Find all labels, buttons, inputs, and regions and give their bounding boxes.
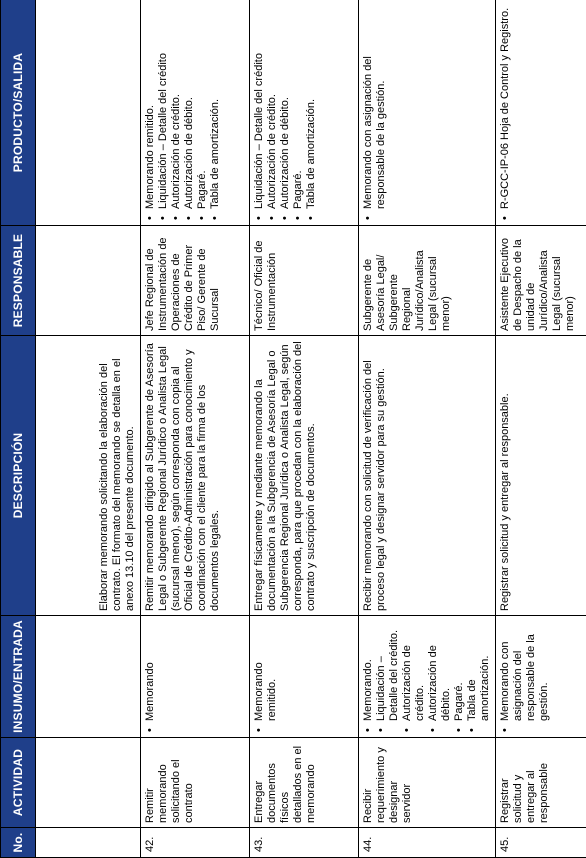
continuation-description: Elaborar memorando solicitando la elaboración del contrato. El formato del memorando se detalla en el anexo 13.10 del presente documento. (36, 336, 141, 616)
list-item: • Tabla de amortización. (466, 620, 492, 733)
row-responsable: Jefe Regional de Instrumentación de Operaciones de Crédito de Primer Piso/ Gerente de Sucursal (141, 226, 250, 336)
row-actividad: Registrar solicitud y entregar al responsable (496, 738, 586, 828)
row-descripcion: Registrar solicitud y entregar al responsable. (496, 336, 586, 616)
list-item: • Memorando con asignación del responsable de la gestión. (362, 4, 388, 221)
row-responsable: Técnico/ Oficial de Instrumentación (250, 226, 359, 336)
header-insumo: INSUMO/ENTRADA (1, 616, 36, 738)
header-actividad: ACTIVIDAD (1, 738, 36, 828)
row-producto (359, 0, 496, 226)
row-actividad: Remitir memorando solicitando el contrato (141, 738, 250, 828)
header-responsable: RESPONSABLE (1, 226, 36, 336)
row-insumo (250, 616, 359, 738)
list-item: • Autorización de crédito. (401, 620, 427, 733)
row-number: 42. (141, 828, 250, 858)
list-item: • Autorización de débito. (427, 620, 453, 733)
row-number: 44. (359, 828, 496, 858)
list-item: • Memorando remitido. (144, 4, 157, 221)
list-item: • Pagaré. (453, 620, 466, 733)
list-item: • Autorización de crédito. (266, 4, 279, 221)
list-item: • Memorando remitido. (253, 620, 279, 733)
list-item: • Memorando (144, 620, 157, 733)
list-item: • Pagaré. (196, 4, 209, 221)
row-descripcion: Recibir memorando con solicitud de verificación del proceso legal y designar servidor para su gestión. (359, 336, 496, 616)
row-responsable: Asistente Ejecutivo de Despacho de la unidad de Jurídico/Analista Legal (sucursal menor) (496, 226, 586, 336)
table-row (496, 0, 586, 858)
row-producto (250, 0, 359, 226)
list-item: • Liquidación – Detalle del crédito (253, 4, 266, 221)
row-insumo (141, 616, 250, 738)
row-producto (496, 0, 586, 226)
row-number: 45. (496, 828, 586, 858)
list-item: • Autorización de débito. (279, 4, 292, 221)
row-actividad: Entregar documentos físicos detallados en el memorando (250, 738, 359, 828)
list-item: • Liquidación – Detalle del crédito (157, 4, 170, 221)
row-actividad: Recibir requerimiento y designar servidor (359, 738, 496, 828)
list-item: • Autorización de crédito. (170, 4, 183, 221)
row-insumo (496, 616, 586, 738)
list-item: • Autorización de débito. (183, 4, 196, 221)
row-descripcion: Remitir memorando dirigido al Subgerente de Asesoría Legal o Subgerente Regional Jurídico o Analista Legal (sucursal menor), según corresponda con copia al Oficial de Crédito-Administración para conocimiento y coordinación con el cliente para la firma de los documentos legales. (141, 336, 250, 616)
list-item: • Pagaré. (292, 4, 305, 221)
row-producto (141, 0, 250, 226)
list-item: • Memorando con asignación del responsable de la gestión. (499, 620, 551, 733)
list-item: • Tabla de amortización. (209, 4, 222, 221)
list-item: • R-GCC-IP-06 Hoja de Control y Registro. (499, 4, 512, 221)
row-descripcion: Entregar físicamente y mediante memorando la documentación a la Subgerencia de Asesoría Legal o Subgerencia Regional Jurídica o Analista Legal, según corresponda, para que procedan con la elaboración del contrato y suscripción de documentos. (250, 336, 359, 616)
header-descripcion: DESCRIPCIÓN (1, 336, 36, 616)
row-number: 43. (250, 828, 359, 858)
header-producto: PRODUCTO/SALIDA (1, 0, 36, 226)
table-row (359, 0, 496, 858)
table-row (250, 0, 359, 858)
list-item: • Memorando. (362, 620, 375, 733)
header-row (1, 0, 36, 858)
row-responsable: Subgerente de Asesoría Legal/ Subgerente Regional Jurídico/Analista Legal (sucursal menor) (359, 226, 496, 336)
header-num: No. (1, 828, 36, 858)
row-insumo (359, 616, 496, 738)
continuation-row (36, 0, 141, 858)
list-item: • Tabla de amortización. (305, 4, 318, 221)
table-row (141, 0, 250, 858)
list-item: • Liquidación – Detalle del crédito. (375, 620, 401, 733)
